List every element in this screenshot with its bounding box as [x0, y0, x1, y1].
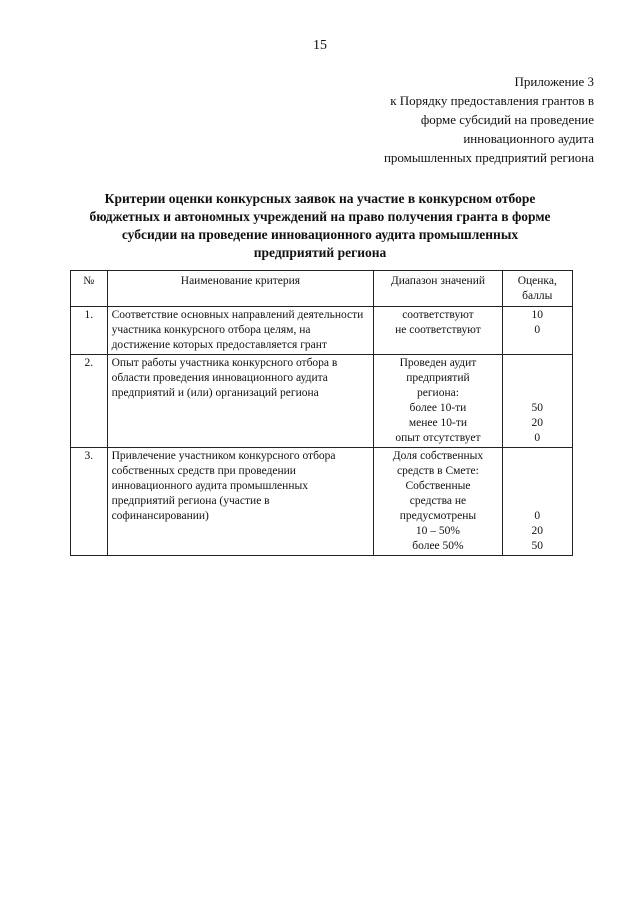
range-value: более 10-ти [409, 402, 467, 414]
range-value: региона: [416, 387, 459, 399]
value-range-cell [374, 448, 502, 556]
score-value: 0 [534, 432, 541, 444]
appendix-reference [294, 72, 594, 167]
title-line: бюджетных и автономных учреждений на право получения гранта в форме [89, 209, 551, 224]
appendix-line: инновационного аудита [463, 131, 594, 146]
criterion-name: Привлечение участником конкурсного отбора собственных средств при проведении инновационного аудита промышленных предприятий региона (участие в софинансировании) [107, 448, 374, 556]
score-value [507, 386, 568, 401]
header-score: Оценка, баллы [502, 271, 572, 307]
score-cell [502, 307, 572, 355]
row-number: 2. [71, 355, 108, 448]
score-value [507, 464, 568, 479]
page-number: 15 [313, 38, 327, 53]
table-row [71, 448, 573, 556]
title-line: субсидии на проведение инновационного аудита промышленных [121, 227, 519, 242]
range-value: Доля собственных [392, 450, 484, 462]
appendix-line: промышленных предприятий региона [383, 150, 594, 165]
appendix-line: Приложение 3 [514, 74, 594, 89]
score-value: 0 [534, 510, 541, 522]
score-value [507, 371, 568, 386]
row-number: 1. [71, 307, 108, 355]
header-number: № [71, 271, 108, 307]
score-value [507, 449, 568, 464]
criterion-name: Опыт работы участника конкурсного отбора в области проведения инновационного аудита предприятий и (или) организаций региона [107, 355, 374, 448]
appendix-line: к Порядку предоставления грантов в [390, 93, 594, 108]
criterion-name: Соответствие основных направлений деятельности участника конкурсного отбора целям, на достижение которых предоставляется грант [107, 307, 374, 355]
header-value-range: Диапазон значений [374, 271, 502, 307]
range-value: средств в Смете: [397, 465, 479, 477]
score-value [507, 356, 568, 371]
table-row [71, 355, 573, 448]
row-number: 3. [71, 448, 108, 556]
score-value: 10 [531, 309, 544, 321]
score-cell [502, 355, 572, 448]
value-range-cell [374, 307, 502, 355]
score-value: 0 [534, 324, 541, 336]
range-value: 10 – 50% [415, 525, 460, 537]
document-title [70, 190, 570, 262]
range-value: соответствуют [402, 309, 474, 321]
range-value: не соответствуют [395, 324, 481, 336]
title-line: предприятий региона [253, 245, 387, 260]
score-value [507, 479, 568, 494]
title-line: Критерии оценки конкурсных заявок на участие в конкурсном отборе [104, 191, 536, 206]
table-header-row [71, 271, 573, 307]
range-value: средства не [409, 495, 467, 507]
header-criterion-name: Наименование критерия [107, 271, 374, 307]
range-value: Проведен аудит [399, 357, 477, 369]
score-value: 50 [531, 402, 544, 414]
range-value: менее 10-ти [408, 417, 468, 429]
criteria-table [70, 270, 573, 556]
range-value: предприятий [406, 372, 470, 384]
range-value: опыт отсутствует [395, 432, 481, 444]
score-value [507, 494, 568, 509]
range-value: более 50% [412, 540, 464, 552]
score-value: 50 [531, 540, 544, 552]
score-value: 20 [531, 525, 544, 537]
table-row [71, 307, 573, 355]
range-value: Собственные [405, 480, 471, 492]
score-cell [502, 448, 572, 556]
appendix-line: форме субсидий на проведение [420, 112, 594, 127]
range-value: предусмотрены [399, 510, 477, 522]
value-range-cell [374, 355, 502, 448]
score-value: 20 [531, 417, 544, 429]
